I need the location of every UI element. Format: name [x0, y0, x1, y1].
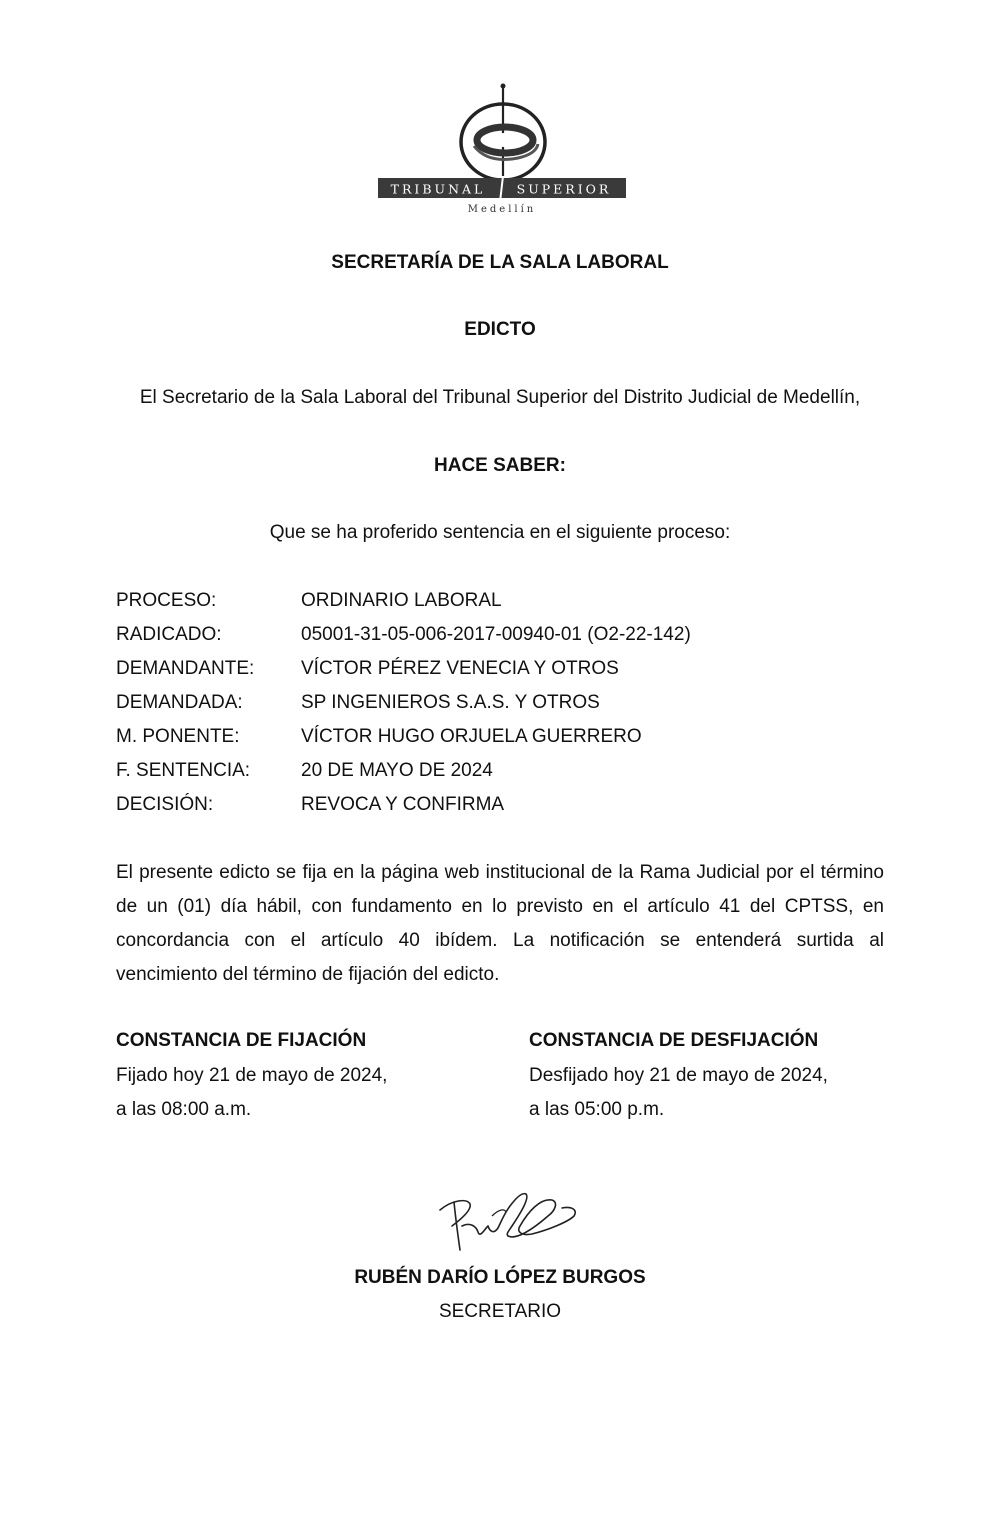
intro-text: El Secretario de la Sala Laboral del Tribunal Superior del Distrito Judicial de Medellín,: [139, 387, 861, 408]
field-label: F. SENTENCIA:: [116, 760, 251, 781]
field-value: REVOCA Y CONFIRMA: [301, 794, 505, 815]
field-label: DECISIÓN:: [116, 794, 214, 815]
field-label: DEMANDADA:: [116, 692, 243, 713]
field-value: VÍCTOR HUGO ORJUELA GUERRERO: [301, 726, 642, 747]
field-value: VÍCTOR PÉREZ VENECIA Y OTROS: [301, 658, 619, 679]
document-type-title: EDICTO: [464, 319, 536, 340]
logo-emblem-icon: [461, 84, 545, 181]
logo-city: Medellín: [467, 204, 537, 215]
notice-line: El presente edicto se fija en la página web institucional de la Rama Judicial por el término: [116, 862, 884, 883]
fixation-title: CONSTANCIA DE FIJACIÓN: [116, 1030, 367, 1051]
fixation-date: Fijado hoy 21 de mayo de 2024,: [116, 1065, 388, 1086]
field-label: PROCESO:: [116, 590, 217, 611]
office-title: SECRETARÍA DE LA SALA LABORAL: [331, 252, 669, 273]
unfixation-time: a las 05:00 p.m.: [529, 1099, 665, 1120]
field-value: ORDINARIO LABORAL: [301, 590, 502, 611]
field-label: RADICADO:: [116, 624, 222, 645]
signer-name: RUBÉN DARÍO LÓPEZ BURGOS: [354, 1267, 646, 1288]
handwritten-signature: [392, 1170, 608, 1270]
field-value: 20 DE MAYO DE 2024: [301, 760, 493, 781]
fixation-time: a las 08:00 a.m.: [116, 1099, 252, 1120]
logo-word-left: TRIBUNAL: [390, 181, 486, 197]
field-value: 05001-31-05-006-2017-00940-01 (O2-22-142): [301, 624, 691, 645]
announcement-heading: HACE SABER:: [434, 455, 566, 476]
unfixation-title: CONSTANCIA DE DESFIJACIÓN: [529, 1030, 819, 1051]
tribunal-superior-logo: [378, 80, 626, 218]
notice-line: de un (01) día hábil, con fundamento en lo previsto en el artículo 41 del CPTSS, en: [116, 896, 884, 917]
field-label: DEMANDANTE:: [116, 658, 255, 679]
notice-line: concordancia con el artículo 40 ibídem. La notificación se entenderá surtida al: [116, 930, 884, 951]
signer-role: SECRETARIO: [438, 1301, 562, 1322]
notice-line: vencimiento del término de fijación del edicto.: [116, 964, 500, 985]
field-label: M. PONENTE:: [116, 726, 240, 747]
field-value: SP INGENIEROS S.A.S. Y OTROS: [301, 692, 600, 713]
lead-text: Que se ha proferido sentencia en el siguiente proceso:: [269, 522, 731, 543]
unfixation-date: Desfijado hoy 21 de mayo de 2024,: [529, 1065, 828, 1086]
logo-word-right: SUPERIOR: [516, 181, 612, 197]
